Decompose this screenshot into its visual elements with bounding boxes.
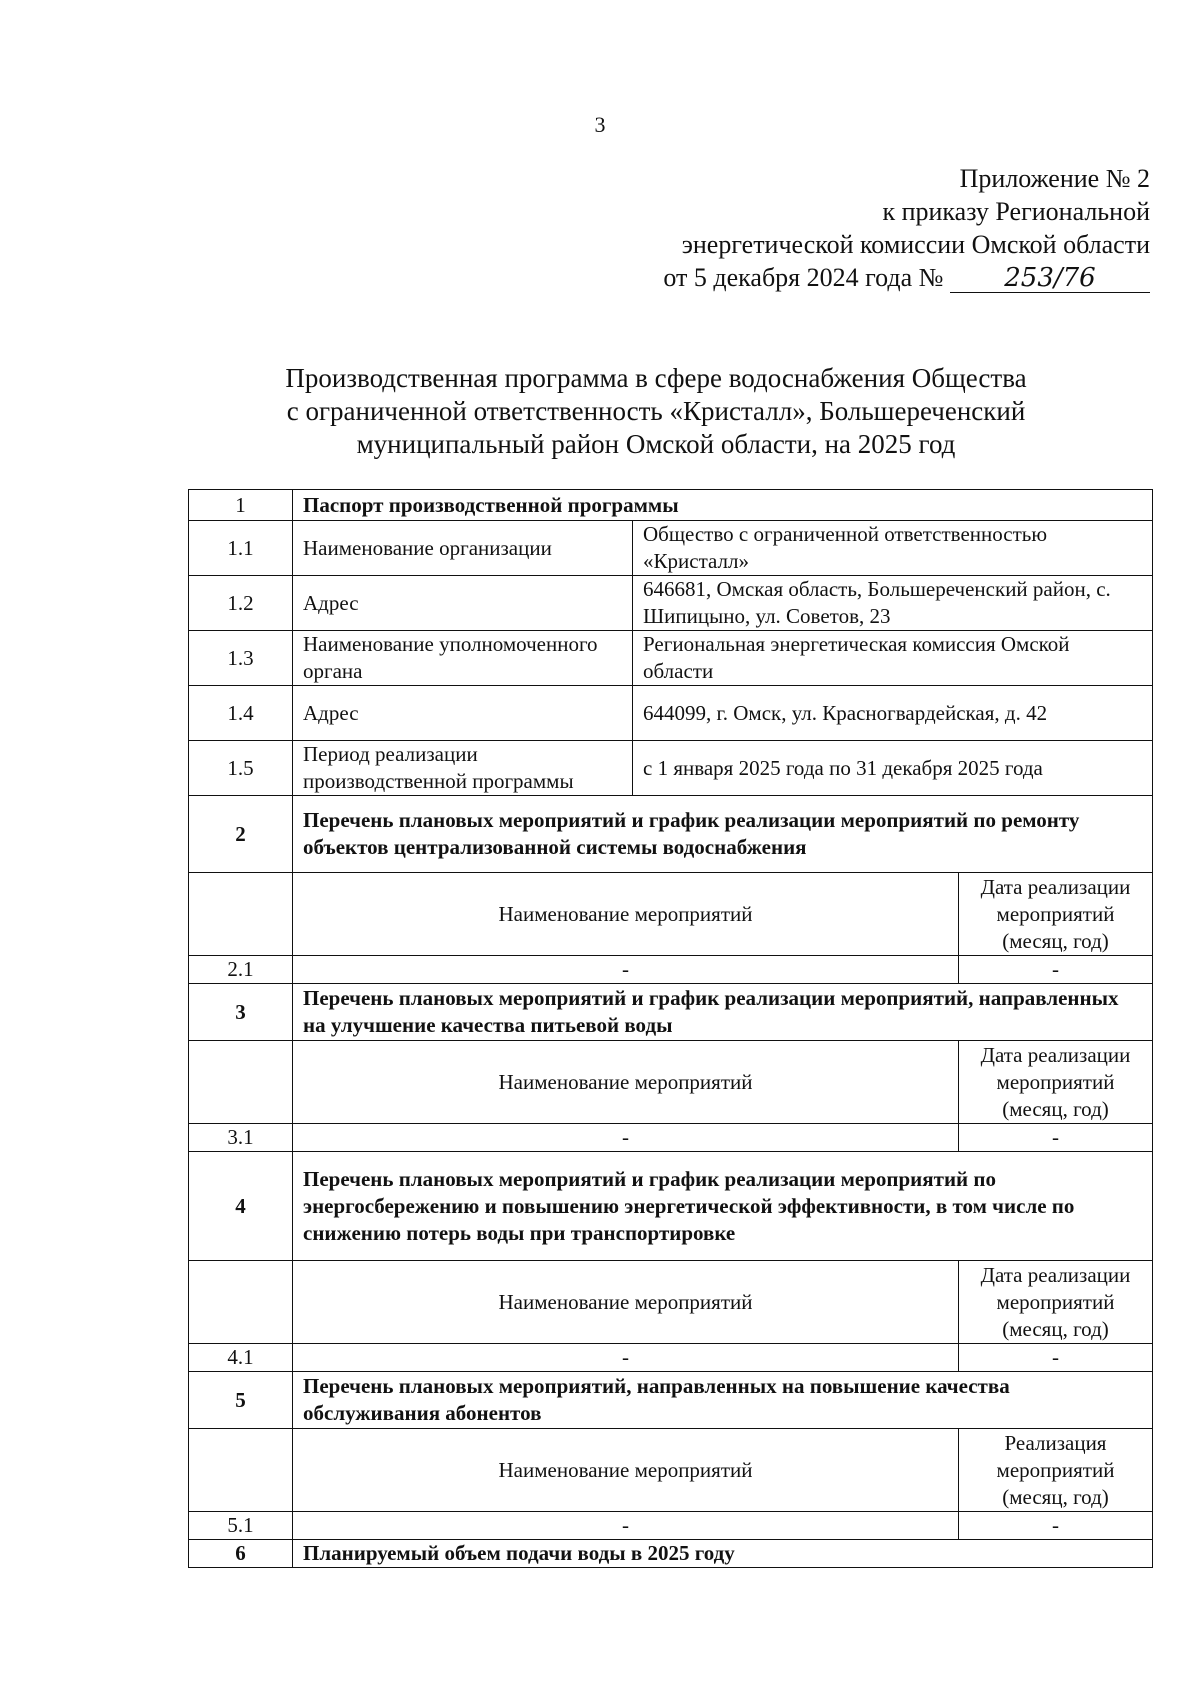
table-row bbox=[189, 1344, 1153, 1372]
row-value: - bbox=[293, 1344, 959, 1372]
appendix-header bbox=[590, 162, 1150, 294]
row-label: Адрес bbox=[293, 576, 633, 631]
appendix-line-4 bbox=[590, 261, 1150, 294]
document-title bbox=[230, 362, 1082, 461]
row-label: Период реализации производственной программы bbox=[293, 741, 633, 796]
title-line-2: с ограниченной ответственность «Кристалл», Большереченский bbox=[286, 396, 1026, 426]
row-value: - bbox=[293, 1512, 959, 1540]
section-title: Паспорт производственной программы bbox=[293, 490, 1153, 521]
section-number: 2 bbox=[189, 796, 293, 873]
section-1-row bbox=[189, 490, 1153, 521]
column-header-row bbox=[189, 1429, 1153, 1512]
row-number: 3.1 bbox=[189, 1124, 293, 1152]
column-header-row bbox=[189, 1261, 1153, 1344]
row-number: 5.1 bbox=[189, 1512, 293, 1540]
order-date-text: от 5 декабря 2024 года № bbox=[663, 263, 944, 292]
column-header-name: Наименование мероприятий bbox=[293, 1041, 959, 1124]
section-title: Перечень плановых мероприятий и график реализации мероприятий, направленных на улучшение качества питьевой воды bbox=[293, 984, 1153, 1041]
column-header-name: Наименование мероприятий bbox=[293, 1429, 959, 1512]
program-table bbox=[188, 489, 1153, 1568]
row-date: - bbox=[959, 1344, 1153, 1372]
section-number: 6 bbox=[189, 1540, 293, 1568]
row-value: - bbox=[293, 956, 959, 984]
row-value: 644099, г. Омск, ул. Красногвардейская, д. 42 bbox=[633, 686, 1153, 741]
appendix-line-1: Приложение № 2 bbox=[959, 164, 1150, 193]
title-line-3: муниципальный район Омской области, на 2025 год bbox=[356, 429, 956, 459]
table-row bbox=[189, 956, 1153, 984]
row-number: 1.5 bbox=[189, 741, 293, 796]
table-row bbox=[189, 741, 1153, 796]
column-header-date: Дата реализации мероприятий (месяц, год) bbox=[959, 1041, 1153, 1124]
table-row bbox=[189, 1124, 1153, 1152]
section-3-row bbox=[189, 984, 1153, 1041]
table-row bbox=[189, 576, 1153, 631]
row-number: 1.4 bbox=[189, 686, 293, 741]
section-2-row bbox=[189, 796, 1153, 873]
section-4-row bbox=[189, 1152, 1153, 1261]
section-title: Перечень плановых мероприятий и график реализации мероприятий по ремонту объектов централизованной системы водоснабжения bbox=[293, 796, 1153, 873]
section-number: 4 bbox=[189, 1152, 293, 1261]
section-title: Перечень плановых мероприятий и график реализации мероприятий по энергосбережению и повышению энергетической эффективности, в том числе по снижению потерь воды при транспортировке bbox=[293, 1152, 1153, 1261]
table-row bbox=[189, 631, 1153, 686]
section-5-row bbox=[189, 1372, 1153, 1429]
section-number: 3 bbox=[189, 984, 293, 1041]
row-label: Адрес bbox=[293, 686, 633, 741]
row-number: 1.2 bbox=[189, 576, 293, 631]
column-header-date: Реализация мероприятий (месяц, год) bbox=[959, 1429, 1153, 1512]
page-number: 3 bbox=[594, 112, 606, 137]
section-title: Планируемый объем подачи воды в 2025 году bbox=[293, 1540, 1153, 1568]
column-header-name: Наименование мероприятий bbox=[293, 1261, 959, 1344]
column-header-date: Дата реализации мероприятий (месяц, год) bbox=[959, 1261, 1153, 1344]
row-date: - bbox=[959, 1124, 1153, 1152]
section-number: 5 bbox=[189, 1372, 293, 1429]
row-value: Региональная энергетическая комиссия Омской области bbox=[633, 631, 1153, 686]
row-value: 646681, Омская область, Большереченский район, с. Шипицыно, ул. Советов, 23 bbox=[633, 576, 1153, 631]
row-date: - bbox=[959, 956, 1153, 984]
title-line-1: Производственная программа в сфере водоснабжения Общества bbox=[285, 363, 1027, 393]
column-header-row bbox=[189, 873, 1153, 956]
appendix-line-2: к приказу Региональной bbox=[882, 197, 1150, 226]
section-number: 1 bbox=[189, 490, 293, 521]
order-number-handwritten: 253/76 bbox=[950, 262, 1150, 293]
row-number: 4.1 bbox=[189, 1344, 293, 1372]
row-value: - bbox=[293, 1124, 959, 1152]
row-date: - bbox=[959, 1512, 1153, 1540]
row-number: 2.1 bbox=[189, 956, 293, 984]
row-number: 1.1 bbox=[189, 521, 293, 576]
row-label: Наименование организации bbox=[293, 521, 633, 576]
column-header-row bbox=[189, 1041, 1153, 1124]
table-row bbox=[189, 521, 1153, 576]
section-title: Перечень плановых мероприятий, направленных на повышение качества обслуживания абонентов bbox=[293, 1372, 1153, 1429]
row-label: Наименование уполномоченного органа bbox=[293, 631, 633, 686]
table-row bbox=[189, 1512, 1153, 1540]
row-number: 1.3 bbox=[189, 631, 293, 686]
column-header-name: Наименование мероприятий bbox=[293, 873, 959, 956]
section-6-row bbox=[189, 1540, 1153, 1568]
row-value: с 1 января 2025 года по 31 декабря 2025 года bbox=[633, 741, 1153, 796]
row-value: Общество с ограниченной ответственностью «Кристалл» bbox=[633, 521, 1153, 576]
column-header-date: Дата реализации мероприятий (месяц, год) bbox=[959, 873, 1153, 956]
appendix-line-3: энергетической комиссии Омской области bbox=[681, 230, 1150, 259]
table-row bbox=[189, 686, 1153, 741]
